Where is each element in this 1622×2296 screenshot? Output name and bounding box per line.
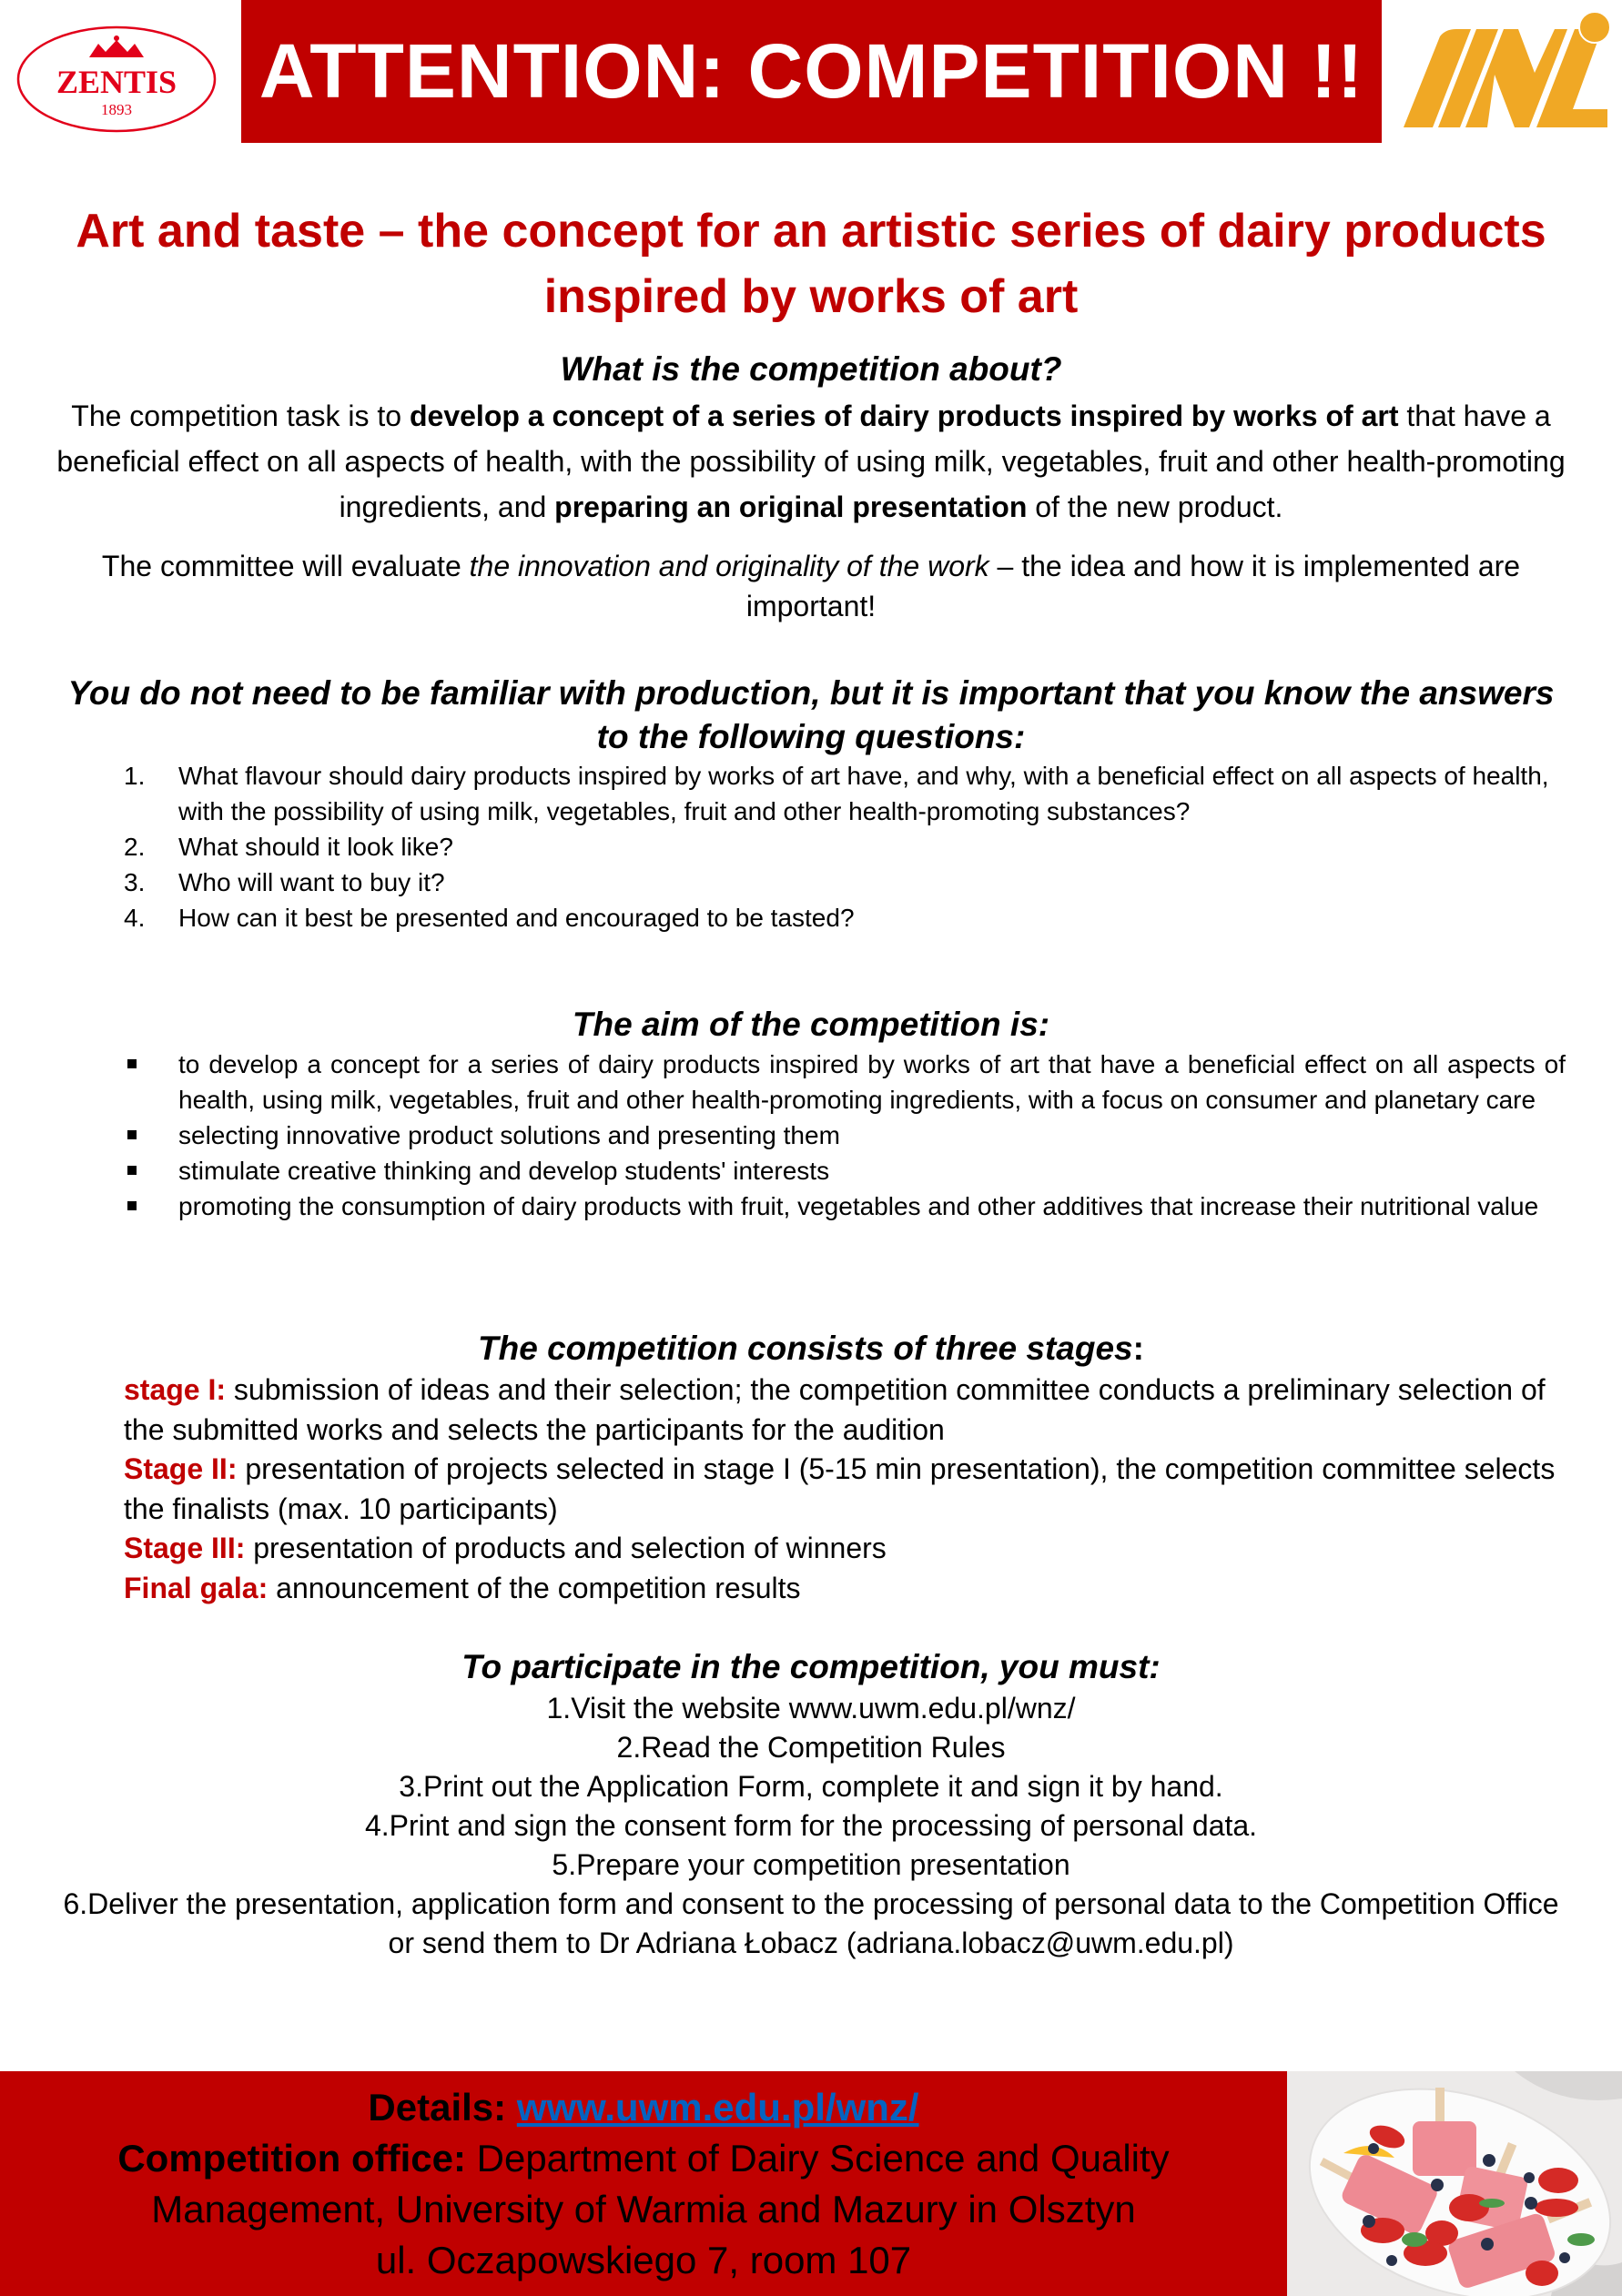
square-bullet-icon: [127, 1059, 137, 1068]
list-item: 1.Visit the website www.uwm.edu.pl/wnz/: [546, 1692, 1076, 1725]
list-item: 3. Who will want to buy it?: [124, 868, 445, 896]
intro-emphasis-presentation: preparing an original presentation: [554, 491, 1028, 523]
list-item: stimulate creative thinking and develop students' interests: [124, 1153, 1566, 1188]
questions-list: [124, 758, 1580, 936]
website-link[interactable]: www.uwm.edu.pl/wnz/: [516, 2086, 919, 2129]
about-heading: What is the competition about?: [560, 350, 1062, 388]
list-item: 4.Print and sign the consent form for the processing of personal data.: [364, 1809, 1258, 1842]
list-item: 1. What flavour should dairy products inspired by works of art have, and why, with a beneficial effect on all aspects of health, with the possibility of using milk, vegetables, fruit and other health-promoting substances?: [124, 762, 1549, 825]
wnz-logo: [1400, 9, 1611, 132]
square-bullet-icon: [127, 1201, 137, 1210]
address-line: ul. Oczapowskiego 7, room 107: [375, 2239, 912, 2281]
list-item: 5.Prepare your competition presentation: [552, 1848, 1070, 1881]
questions-heading: You do not need to be familiar with production, but it is important that you know the answers to the following questions:: [67, 674, 1555, 755]
evaluation-criteria: the innovation and originality of the work: [469, 550, 989, 582]
banner-text: ATTENTION: COMPETITION !!: [259, 28, 1364, 114]
intro-emphasis-concept: develop a concept of a series of dairy products inspired by works of art: [409, 400, 1399, 432]
poster-header: [0, 0, 1622, 155]
zentis-logo: [15, 24, 218, 135]
square-bullet-icon: [127, 1130, 137, 1139]
stage-item: stage I: submission of ideas and their selection; the competition committee conducts a preliminary selection of the submitted works and selects the participants for the audition: [124, 1373, 1546, 1446]
square-bullet-icon: [127, 1166, 137, 1175]
stage-label: Stage II:: [124, 1452, 238, 1485]
list-item: selecting innovative product solutions and presenting them: [124, 1118, 1566, 1153]
aims-list: [124, 1047, 1566, 1224]
evaluation-note: The committee will evaluate the innovation and originality of the work – the idea and how it is implemented are important!: [101, 550, 1521, 622]
list-item: 3.Print out the Application Form, complete it and sign it by hand.: [399, 1770, 1223, 1803]
stage-label: Stage III:: [124, 1532, 246, 1564]
popsicles-photo: [1287, 2071, 1622, 2296]
attention-banner: [241, 0, 1382, 143]
poster-footer: [0, 2071, 1622, 2296]
contact-banner: [0, 2071, 1287, 2296]
list-item: promoting the consumption of dairy products with fruit, vegetables and other additives that increase their nutritional value: [124, 1188, 1566, 1224]
stage-item: Stage III: presentation of products and selection of winners: [124, 1532, 887, 1564]
stage-label: stage I:: [124, 1373, 227, 1406]
list-item: to develop a concept for a series of dairy products inspired by works of art that have a beneficial effect on all aspects of health, using milk, vegetables, fruit and other health-promoting ingredients, with a focus on consumer and planetary care: [124, 1047, 1566, 1118]
svg-text:1893: 1893: [101, 101, 132, 118]
stages-list: [124, 1371, 1580, 1608]
list-item: 2.Read the Competition Rules: [616, 1731, 1006, 1764]
stage-item: Final gala: announcement of the competition results: [124, 1571, 801, 1604]
office-line: Competition office: Department of Dairy Science and Quality Management, University of Warmia and Mazury in Olsztyn: [117, 2137, 1170, 2230]
participate-heading: To participate in the competition, you must:: [461, 1648, 1161, 1685]
participation-steps: [55, 1689, 1567, 1963]
page-title: Art and taste – the concept for an artistic series of dairy products inspired by works of art: [76, 205, 1546, 323]
details-line: Details: www.uwm.edu.pl/wnz/: [368, 2086, 919, 2129]
svg-text:ZENTIS: ZENTIS: [56, 64, 177, 100]
list-item: 4. How can it best be presented and encouraged to be tasted?: [124, 904, 855, 932]
list-item: 2. What should it look like?: [124, 833, 453, 861]
about-intro: The competition task is to develop a concept of a series of dairy products inspired by works of art that have a beneficial effect on all aspects of health, with the possibility of using milk, vegetables, fruit and other health-promoting ingredients, and preparing an original presentation of the new product.: [56, 400, 1566, 523]
aims-heading: The aim of the competition is:: [572, 1006, 1050, 1043]
stages-heading: The competition consists of three stages:: [478, 1330, 1144, 1367]
list-item: 6.Deliver the presentation, application form and consent to the processing of personal data to the Competition Office or send them to Dr Adriana Łobacz (adriana.lobacz@uwm.edu.pl): [63, 1887, 1559, 1959]
stage-label: Final gala:: [124, 1571, 269, 1604]
stage-item: Stage II: presentation of projects selected in stage I (5-15 min presentation), the competition committee selects the finalists (max. 10 participants): [124, 1452, 1556, 1525]
